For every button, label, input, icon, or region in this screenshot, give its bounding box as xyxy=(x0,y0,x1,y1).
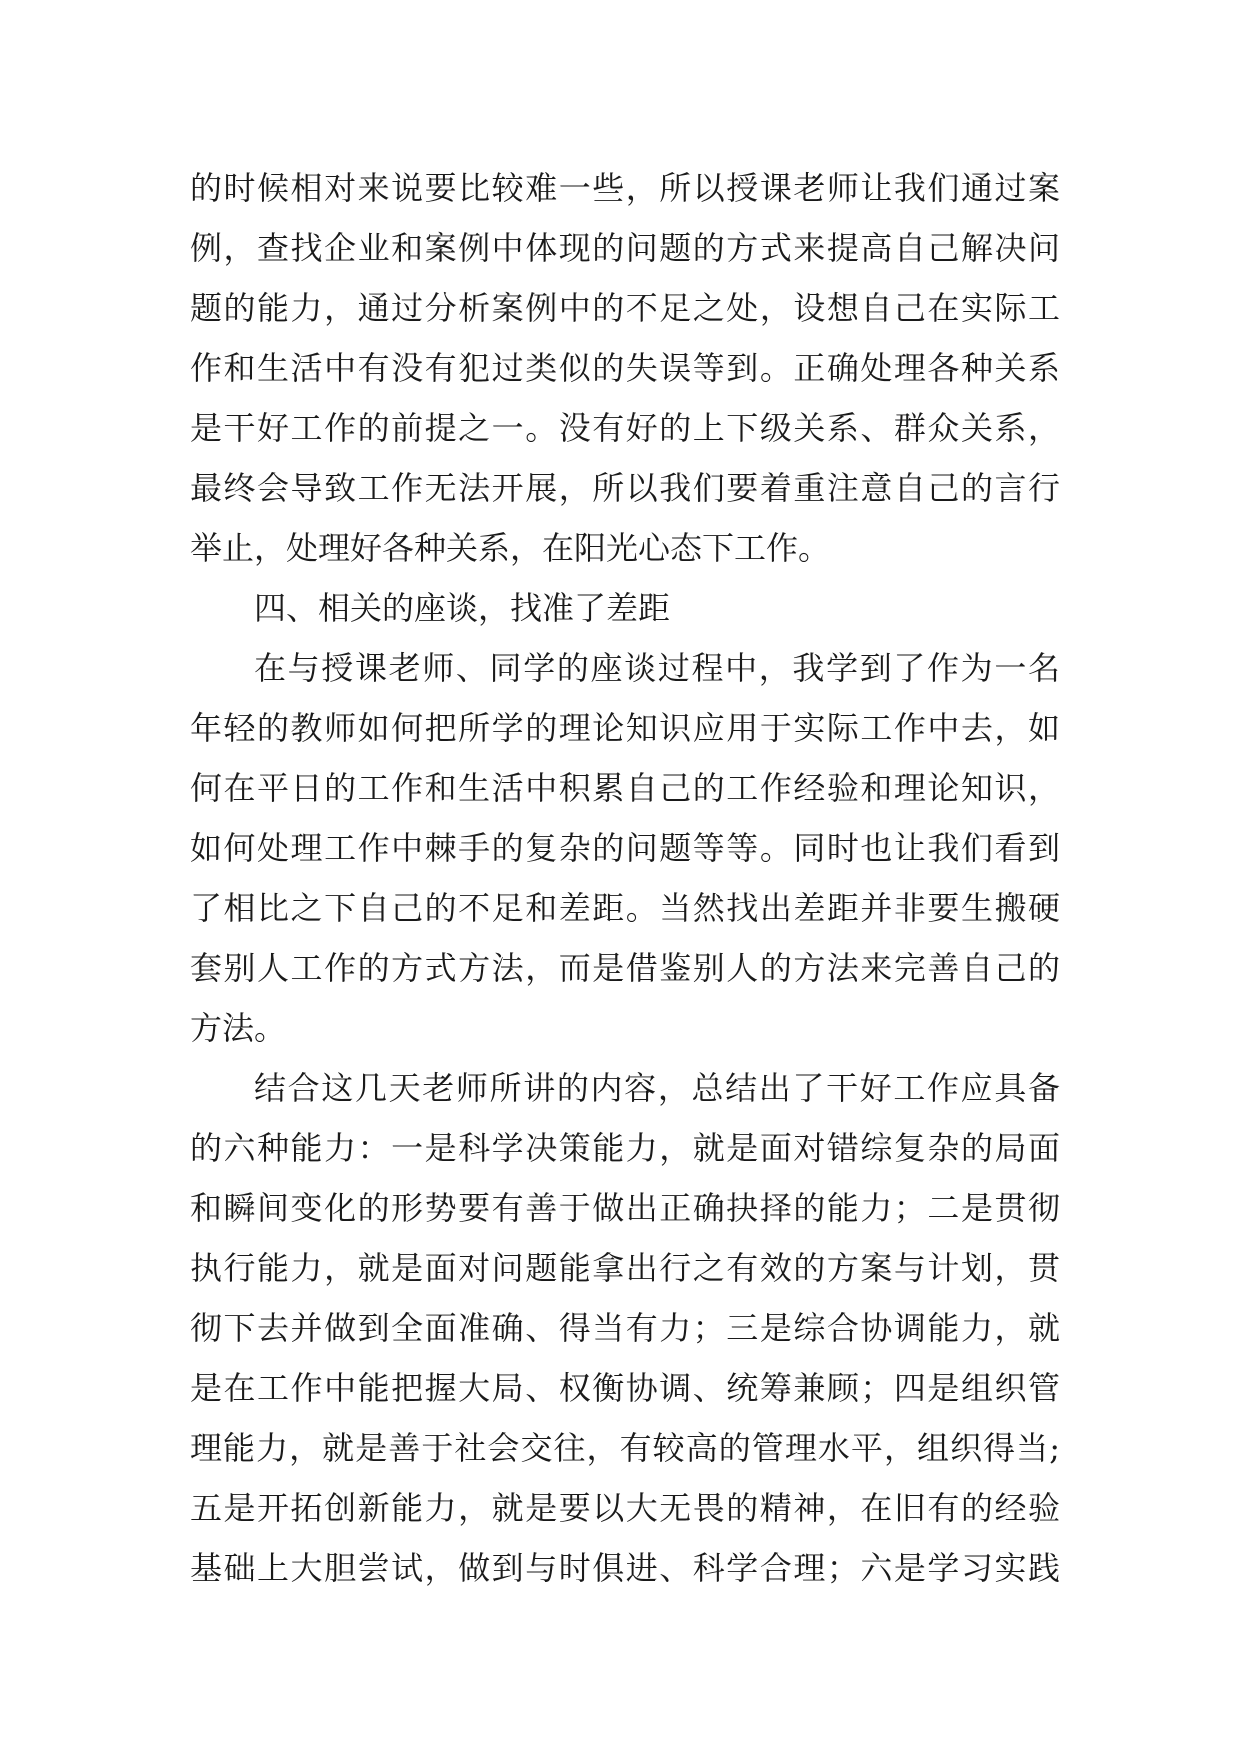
text-line: 结合这几天老师所讲的内容，总结出了干好工作应具备 xyxy=(254,1069,1060,1107)
text-line: 基础上大胆尝试，做到与时俱进、科学合理；六是学习实践 xyxy=(190,1549,1060,1587)
text-line: 了相比之下自己的不足和差距。当然找出差距并非要生搬硬 xyxy=(190,889,1060,927)
section-heading xyxy=(190,578,1060,638)
text-line: 作和生活中有没有犯过类似的失误等到。正确处理各种关系 xyxy=(190,349,1060,387)
text-line: 彻下去并做到全面准确、得当有力；三是综合协调能力，就 xyxy=(190,1309,1060,1347)
text-line: 的六种能力：一是科学决策能力，就是面对错综复杂的局面 xyxy=(190,1129,1060,1167)
paragraph-1 xyxy=(190,158,1060,578)
text-line: 如何处理工作中棘手的复杂的问题等等。同时也让我们看到 xyxy=(190,829,1060,867)
text-line: 举止，处理好各种关系，在阳光心态下工作。 xyxy=(190,529,831,567)
text-line: 年轻的教师如何把所学的理论知识应用于实际工作中去，如 xyxy=(190,709,1060,747)
text-line: 是干好工作的前提之一。没有好的上下级关系、群众关系， xyxy=(190,409,1060,447)
text-line: 理能力，就是善于社会交往，有较高的管理水平，组织得当; xyxy=(190,1429,1060,1467)
text-line: 题的能力，通过分析案例中的不足之处，设想自己在实际工 xyxy=(190,289,1060,327)
section-heading-text: 四、相关的座谈，找准了差距 xyxy=(254,589,671,627)
text-line: 例，查找企业和案例中体现的问题的方式来提高自己解决问 xyxy=(190,229,1060,267)
text-line: 执行能力，就是面对问题能拿出行之有效的方案与计划，贯 xyxy=(190,1249,1060,1287)
text-line: 何在平日的工作和生活中积累自己的工作经验和理论知识， xyxy=(190,769,1060,807)
text-line: 方法。 xyxy=(190,1009,287,1047)
document-body xyxy=(190,158,1060,1598)
paragraph-4 xyxy=(190,1058,1060,1598)
text-line: 和瞬间变化的形势要有善于做出正确抉择的能力；二是贯彻 xyxy=(190,1189,1060,1227)
text-line: 在与授课老师、同学的座谈过程中，我学到了作为一名 xyxy=(254,649,1060,687)
text-line: 是在工作中能把握大局、权衡协调、统筹兼顾；四是组织管 xyxy=(190,1369,1060,1407)
text-line: 套别人工作的方式方法，而是借鉴别人的方法来完善自己的 xyxy=(190,949,1060,987)
text-line: 五是开拓创新能力，就是要以大无畏的精神，在旧有的经验 xyxy=(190,1489,1060,1527)
text-line: 最终会导致工作无法开展，所以我们要着重注意自己的言行 xyxy=(190,469,1060,507)
paragraph-3 xyxy=(190,638,1060,1058)
text-line: 的时候相对来说要比较难一些，所以授课老师让我们通过案 xyxy=(190,169,1060,207)
